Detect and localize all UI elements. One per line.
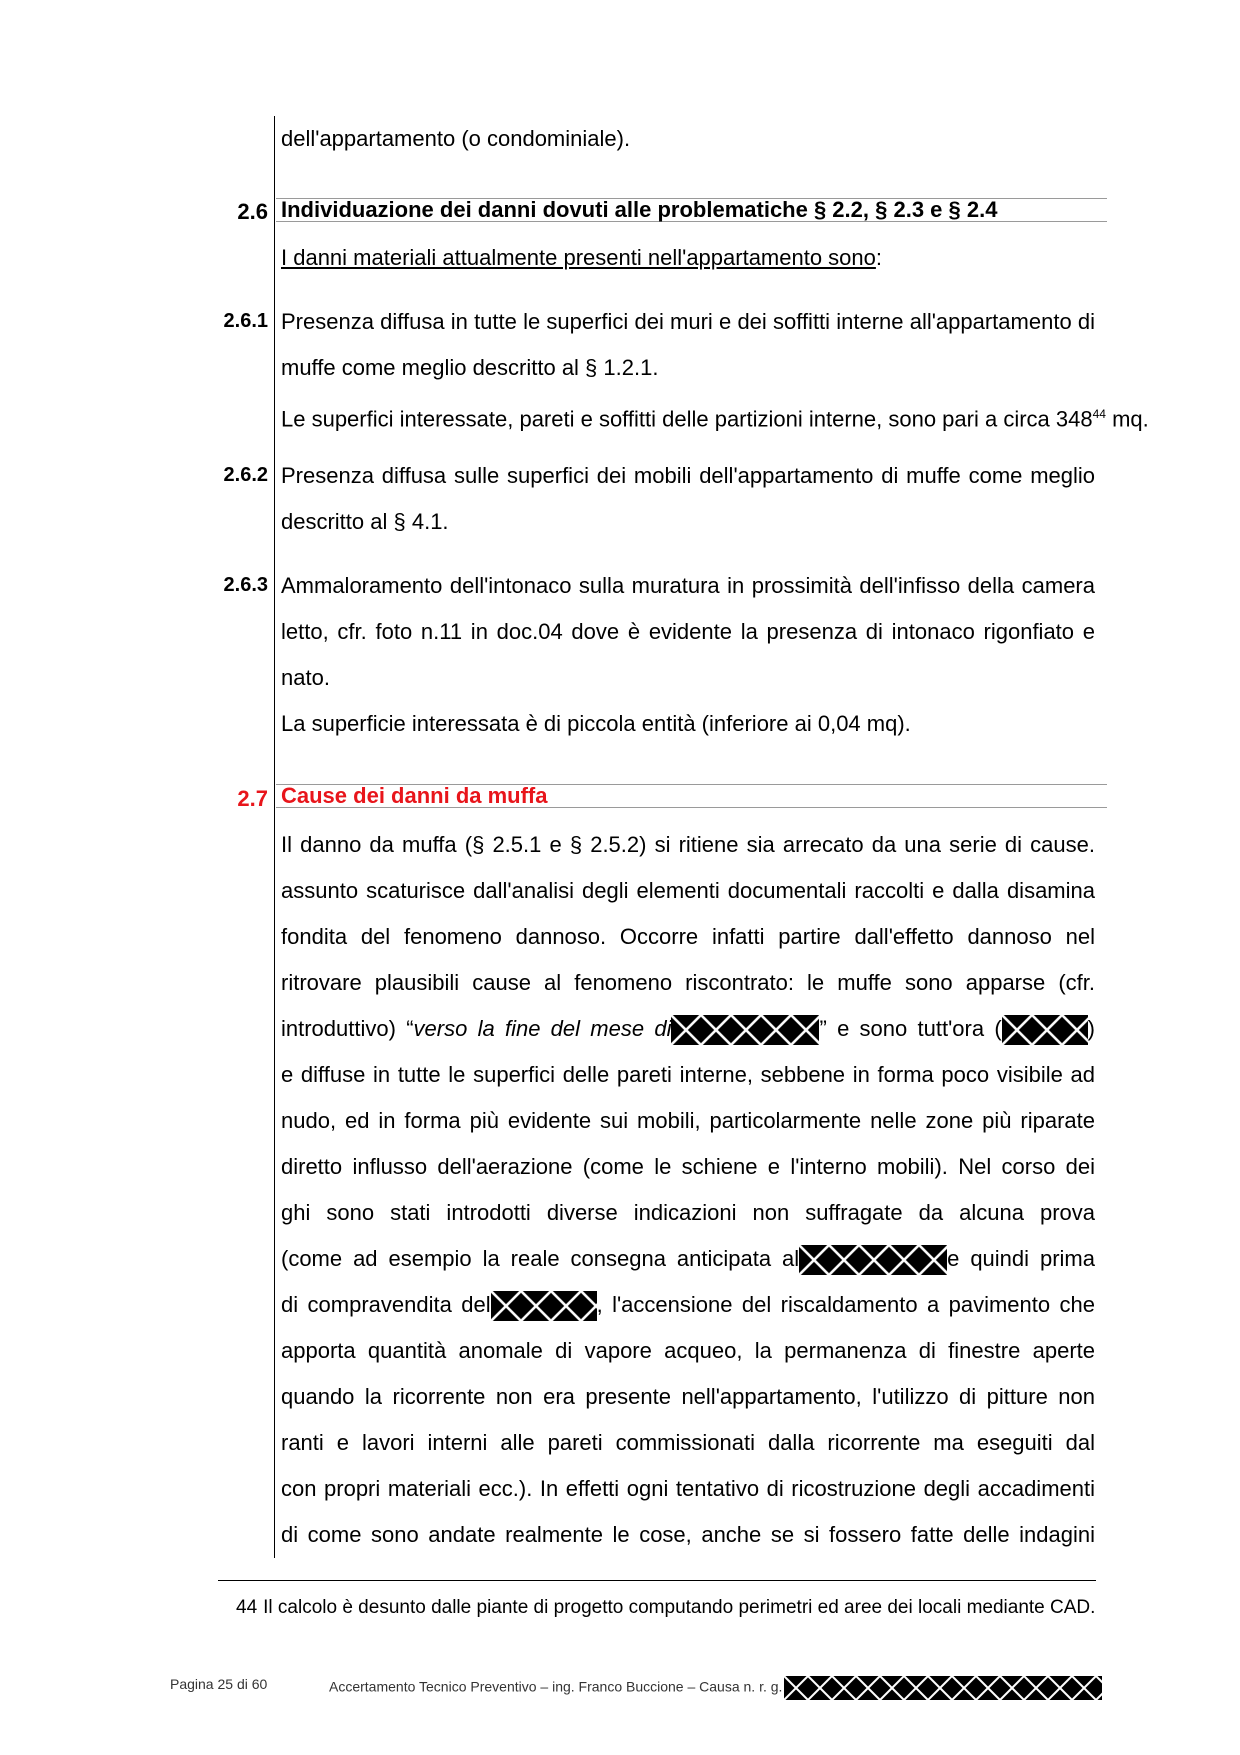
intro-text: I danni materiali attualmente presenti nell'appartamento sono xyxy=(281,245,876,270)
paragraph-continuation: dell'appartamento (o condominiale). xyxy=(281,126,631,151)
footnote-separator xyxy=(218,1580,1096,1581)
section-heading xyxy=(276,784,1107,808)
item-number: 2.6.2 xyxy=(223,464,268,486)
redaction-box xyxy=(1002,1015,1088,1045)
margin-rule xyxy=(274,116,275,1558)
footnote-number: 44 xyxy=(236,1597,258,1618)
item-2-6-2: Presenza diffusa sulle superfici dei mobili dell'appartamento di muffe come meglio descritto al § 4.1. xyxy=(281,463,1095,534)
item-number: 2.6.1 xyxy=(223,310,268,332)
footer-text: Accertamento Tecnico Preventivo – ing. Franco Buccione – Causa n. r. g. xyxy=(329,1676,1102,1700)
section-intro: I danni materiali attualmente presenti nell'appartamento sono: xyxy=(281,245,883,270)
redaction-box xyxy=(799,1245,947,1275)
section-title: Cause dei danni da muffa xyxy=(281,783,548,808)
page-number: Pagina 25 di 60 xyxy=(170,1676,268,1692)
redaction-box xyxy=(784,1676,1102,1700)
section-number: 2.7 xyxy=(237,786,268,811)
redaction-box xyxy=(671,1015,819,1045)
section-number: 2.6 xyxy=(237,199,268,224)
footnote-reference: 44 xyxy=(1092,407,1106,421)
section-heading xyxy=(276,198,1107,222)
item-number: 2.6.3 xyxy=(223,574,268,596)
footnote-text: Il calcolo è desunto dalle piante di progetto computando perimetri ed aree dei locali mediante CAD. xyxy=(263,1597,1096,1618)
item-2-6-3: Ammaloramento dell'intonaco sulla muratura in prossimità dell'infisso della camera letto, cfr. foto n.11 in doc.04 dove è evidente la presenza di intonaco rigonfiato e nato. La superficie interessata è di piccola entità (inferiore ai 0,04 mq). xyxy=(281,573,1095,736)
redaction-box xyxy=(491,1291,597,1321)
section-2-7-body: Il danno da muffa (§ 2.5.1 e § 2.5.2) si ritiene sia arrecato da una serie di cause. assunto scaturisce dall'analisi degli elementi documentali raccolti e dalla disamina fondita del fenomeno dannoso. Occorre infatti partire dall'effetto dannoso nel ritrovare plausibili cause al fenomeno riscontrato: le muffe sono apparse (cfr. introduttivo) “verso la fine del mese di ” e sono tutt'ora ( ) e diffuse in tutte le superfici delle pareti interne, sebbene in forma poco visibile ad nudo, ed in forma più evidente sui mobili, particolarmente nelle zone più riparate diretto influsso dell'aerazione (come le schiene e l'interno mobili). Nel corso dei ghi sono stati introdotti diverse indicazioni non suffragate da alcuna prova (come ad esempio la reale consegna anticipata al e quindi prima di compravendita del , l'accensione del riscaldamento a pavimento che apporta quantità anomale di vapore acqueo, la permanenza di finestre aperte quando la ricorrente non era presente nell'appartamento, l'utilizzo di pitture non ranti e lavori interni alle pareti commissionati dalla ricorrente ma eseguiti dal con propri materiali ecc.). In effetti ogni tentativo di ricostruzione degli accadimenti di come sono andate realmente le cose, anche se si fossero fatte delle indagini xyxy=(281,832,1095,1547)
section-title: Individuazione dei danni dovuti alle problematiche § 2.2, § 2.3 e § 2.4 xyxy=(281,197,998,222)
footnote xyxy=(236,1597,1095,1619)
item-2-6-1: Presenza diffusa in tutte le superfici dei muri e dei soffitti interne all'appartamento di muffe come meglio descritto al § 1.2.1. Le superfici interessate, pareti e soffitti delle partizioni interne, sono pari a circa $348^{44}$ mq. xyxy=(281,309,1149,432)
